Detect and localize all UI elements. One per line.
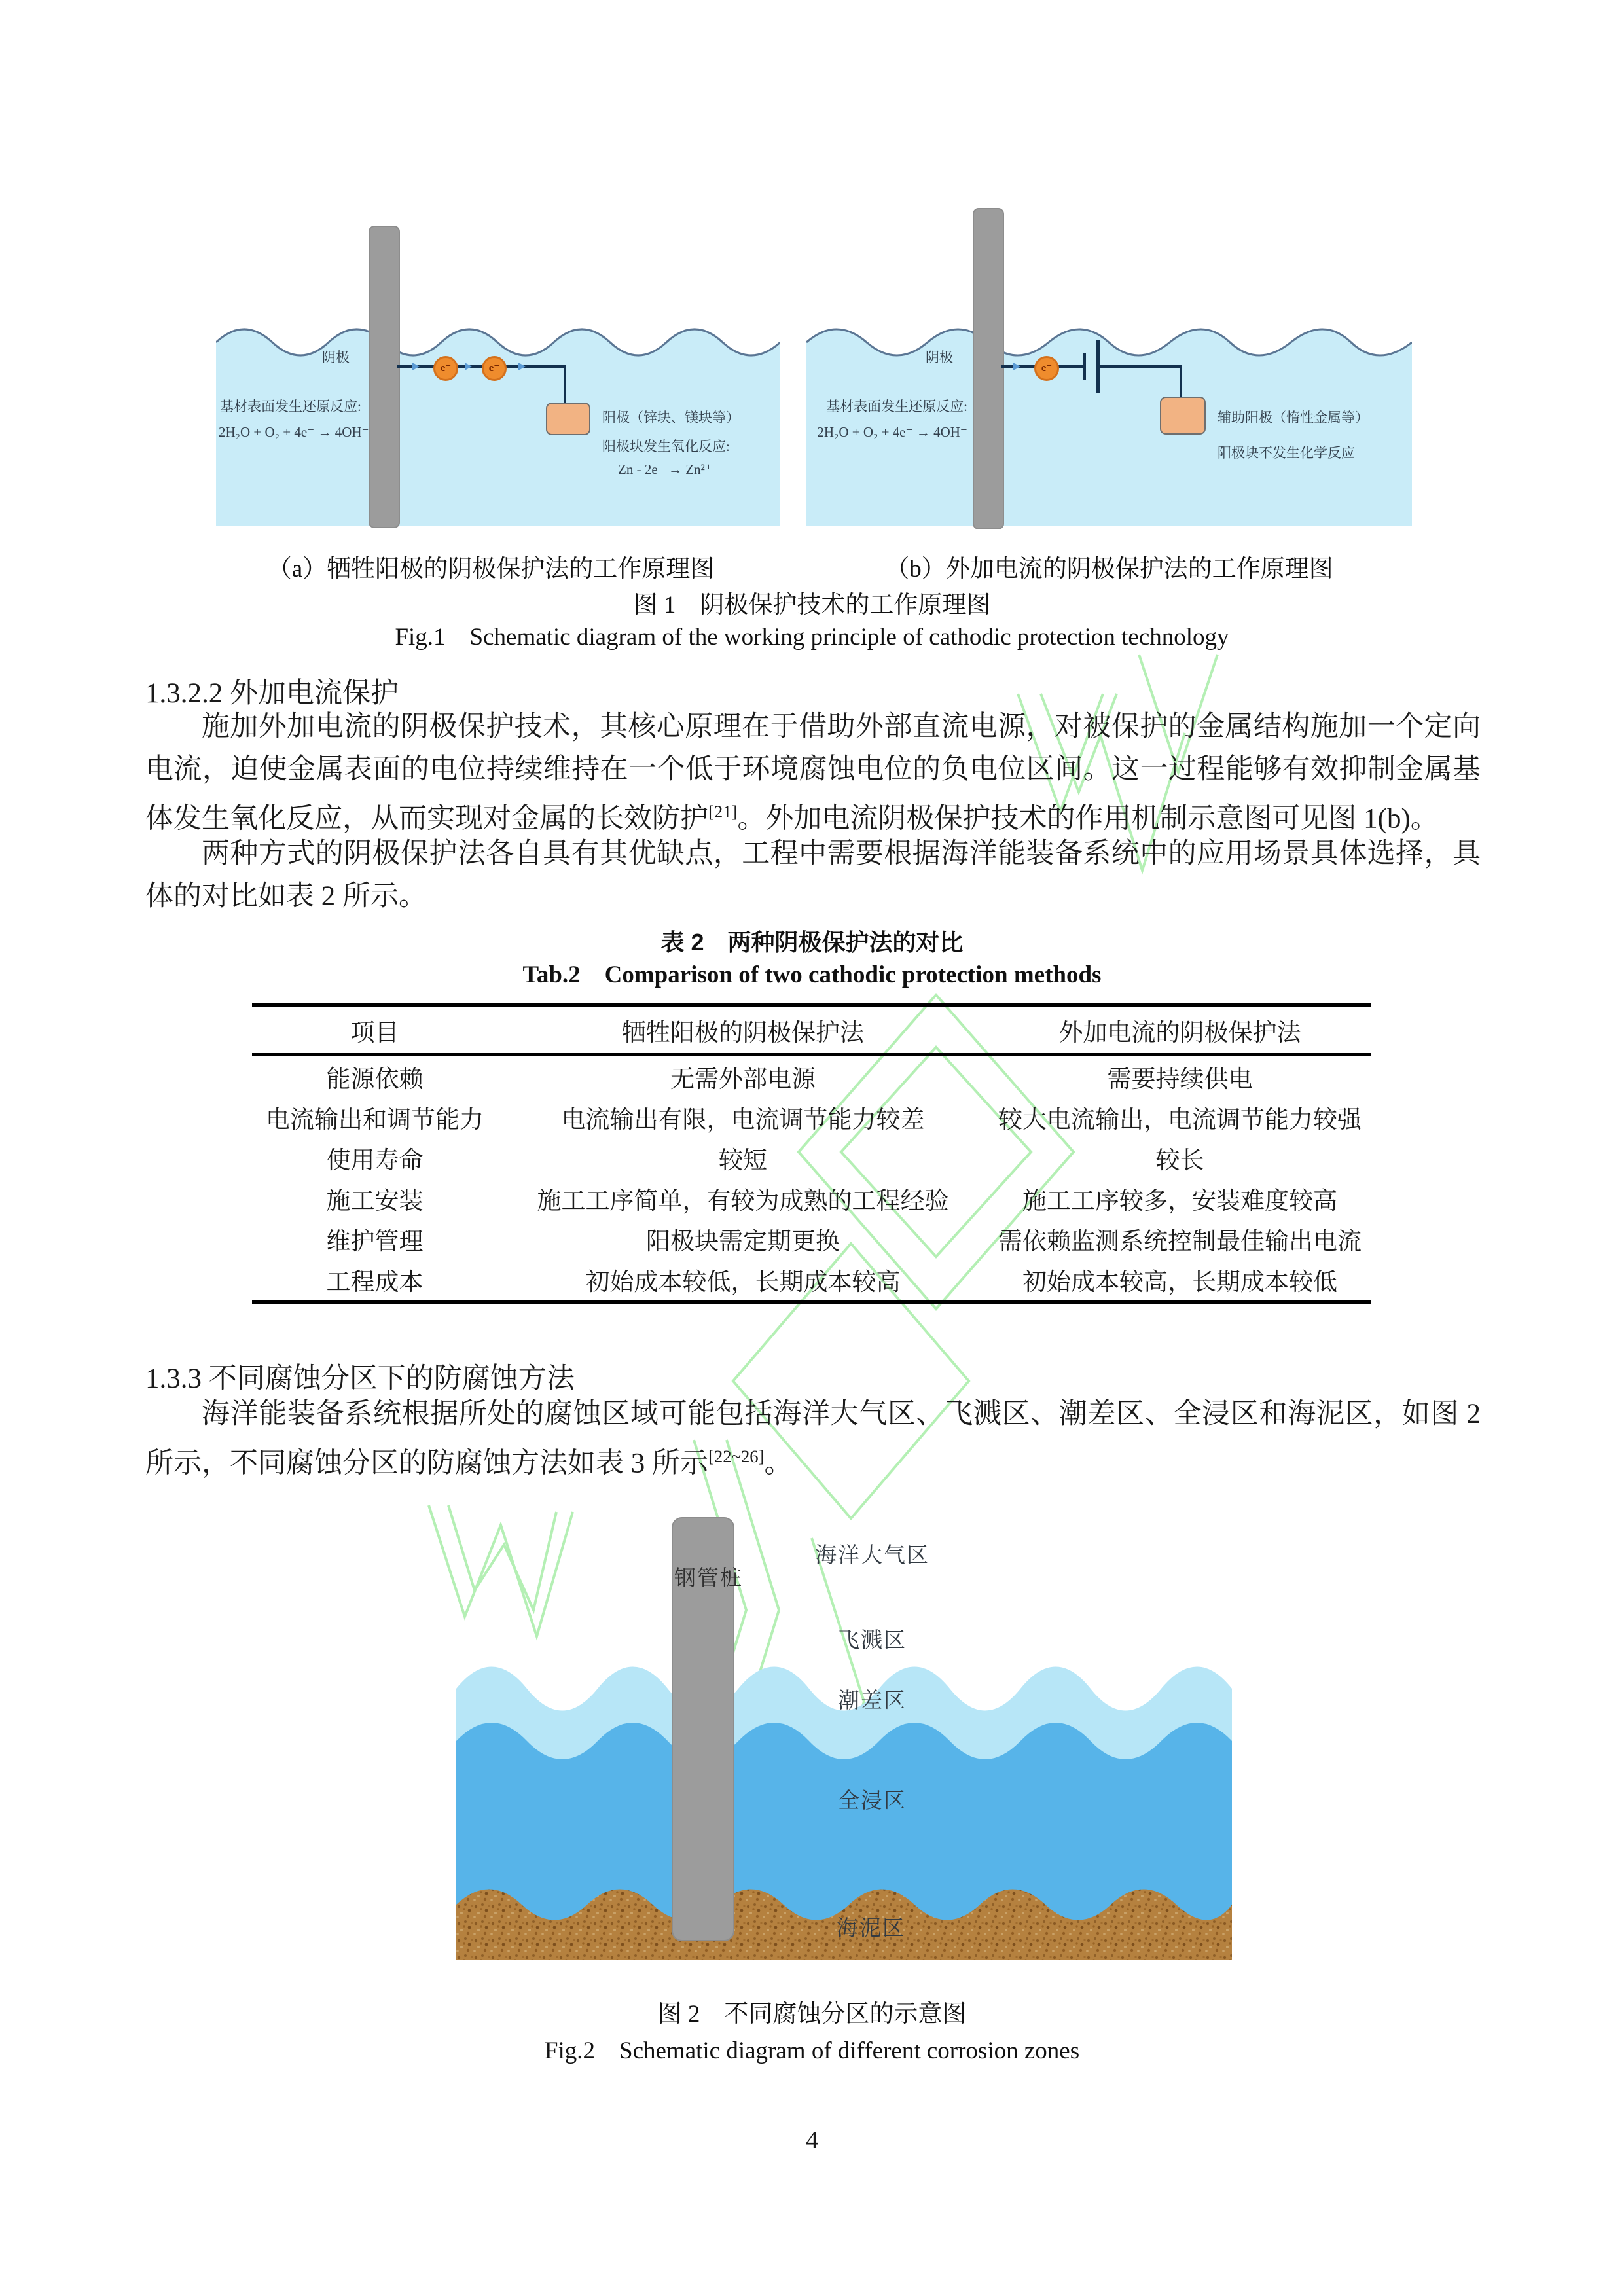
table-header-row [252, 1005, 1371, 1055]
fig1a-reaction-formula: 2H₂O + O₂ + 4e⁻ → 4OH⁻ [219, 424, 369, 440]
table-cell: 施工工序简单，有较为成熟的工程经验 [537, 1188, 949, 1215]
fig2-caption-zh: 图 2 不同腐蚀分区的示意图 [657, 2001, 967, 2028]
table-cell: 初始成本较低，长期成本较高 [585, 1269, 901, 1296]
fig1b-anode-block [1160, 397, 1206, 435]
fig1a-reaction-title: 基材表面发生还原反应: [220, 399, 361, 414]
fig1a-wire-vertical [564, 365, 566, 403]
table-row [252, 1178, 1371, 1219]
table-cell: 初始成本较高，长期成本较低 [1022, 1269, 1337, 1296]
fig1a-anode-reaction-formula: Zn - 2e⁻ → Zn²⁺ [618, 461, 712, 477]
fig2-zone-label-tidal: 潮差区 [838, 1689, 907, 1713]
fig1b-electron-icon: e⁻ [1034, 356, 1059, 381]
table-row [252, 1138, 1371, 1178]
fig1a-electron-icon: e⁻ [433, 356, 458, 381]
fig1b-wire-vertical [1180, 365, 1182, 397]
fig1a-anode-reaction-title: 阳极块发生氧化反应: [602, 439, 730, 454]
fig1b-cathode-label: 阴极 [926, 350, 953, 365]
table-cell: 施工安装 [326, 1188, 424, 1215]
paragraph-impressed-current [145, 706, 1481, 840]
fig1a-caption: （a）牺牲阳极的阴极保护法的工作原理图 [267, 556, 715, 583]
table-cell: 电流输出有限，电流调节能力较差 [561, 1107, 925, 1134]
section-heading-133: 1.3.3 不同腐蚀分区下的防腐蚀方法 [145, 1363, 575, 1394]
fig1b-current-arrow [1013, 363, 1020, 370]
page-number: 4 [806, 2126, 818, 2154]
citation-ref-21: [21] [708, 802, 738, 821]
fig1b-pile [973, 208, 1004, 529]
fig1a-anode-block [546, 403, 590, 435]
fig1a-current-arrow [412, 363, 420, 370]
table-row [252, 1219, 1371, 1259]
table-cell: 施工工序较多，安装难度较高 [1022, 1188, 1337, 1215]
fig1a-current-arrow [518, 363, 526, 370]
fig1-caption-en: Fig.1 Schematic diagram of the working principle of cathodic protection technology [395, 624, 1229, 651]
fig1a-cathode-label: 阴极 [322, 350, 350, 365]
table-cell: 需依赖监测系统控制最佳输出电流 [998, 1229, 1362, 1255]
fig1a-anode-label: 阳极（锌块、镁块等） [602, 410, 740, 425]
table-header-cell: 牺牲阳极的阴极保护法 [497, 1005, 988, 1055]
fig2-caption-en: Fig.2 Schematic diagram of different corrosion zones [544, 2037, 1080, 2064]
paragraph-text: 。 [764, 1448, 793, 1479]
table-cell: 阳极块需定期更换 [646, 1229, 840, 1255]
table-header-cell: 外加电流的阴极保护法 [988, 1005, 1371, 1055]
table-cell: 较长 [1155, 1147, 1204, 1174]
table-cell: 需要持续供电 [1107, 1066, 1253, 1093]
section-heading-1322: 1.3.2.2 外加电流保护 [145, 678, 399, 709]
fig1b-reaction-formula: 2H₂O + O₂ + 4e⁻ → 4OH⁻ [817, 424, 967, 440]
paragraph-corrosion-zones [145, 1393, 1481, 1484]
comparison-table [252, 1003, 1371, 1304]
table2-title-zh: 表 2 两种阴极保护法的对比 [660, 929, 964, 956]
paragraph-text: 海洋能装备系统根据所处的腐蚀区域可能包括海洋大气区、飞溅区、潮差区、全浸区和海泥区，如图 2 所示，不同腐蚀分区的防腐蚀方法如表 3 所示 [145, 1399, 1481, 1479]
fig2-zone-label-mud: 海泥区 [837, 1917, 905, 1941]
paragraph-text: 。外加电流阴极保护技术的作用机制示意图可见图 1(b)。 [737, 803, 1439, 834]
fig1a-current-arrow [465, 363, 472, 370]
fig2-zone-label-atmosphere: 海洋大气区 [815, 1544, 929, 1568]
paragraph-text: 施加外加电流的阴极保护技术，其核心原理在于借助外部直流电源，对被保护的金属结构施加一个定向电流，迫使金属表面的电位持续维持在一个低于环境腐蚀电位的负电位区间。这一过程能够有效抑制金属基体发生氧化反应，从而实现对金属的长效防护 [145, 711, 1481, 834]
fig1a-electron-icon: e⁻ [482, 356, 507, 381]
table-header-cell: 项目 [252, 1005, 497, 1055]
table-cell: 使用寿命 [326, 1147, 424, 1174]
table-row [252, 1055, 1371, 1098]
fig1b-battery-plate-short [1083, 353, 1086, 380]
fig1b-reaction-title: 基材表面发生还原反应: [826, 399, 967, 414]
fig1b-caption: （b）外加电流的阴极保护法的工作原理图 [885, 556, 1333, 583]
table-cell: 较短 [719, 1147, 767, 1174]
table2-title-en: Tab.2 Comparison of two cathodic protection methods [522, 961, 1102, 988]
fig1b-wire-horizontal-right [1100, 365, 1182, 368]
table-cell: 无需外部电源 [670, 1066, 816, 1093]
table-row [252, 1259, 1371, 1302]
citation-ref-22-26: [22~26] [708, 1446, 765, 1466]
paragraph-comparison-intro: 两种方式的阴极保护法各自具有其优缺点，工程中需要根据海洋能装备系统中的应用场景具体选择，具体的对比如表 2 所示。 [145, 838, 1481, 912]
fig1a-pile [369, 226, 400, 528]
fig2-pile-label: 钢管桩 [674, 1567, 743, 1590]
fig2-zone-label-immersion: 全浸区 [838, 1789, 907, 1813]
table-cell: 较大电流输出，电流调节能力较强 [998, 1107, 1362, 1134]
fig2-zone-label-splash: 飞溅区 [838, 1629, 907, 1653]
table-cell: 工程成本 [326, 1269, 424, 1296]
table-cell: 能源依赖 [326, 1066, 424, 1093]
table-cell: 电流输出和调节能力 [266, 1107, 484, 1134]
fig1b-anode-note: 阳极块不发生化学反应 [1218, 445, 1355, 461]
fig1-caption-zh: 图 1 阴极保护技术的工作原理图 [633, 592, 991, 619]
table-row [252, 1097, 1371, 1138]
table-cell: 维护管理 [326, 1229, 424, 1255]
fig1b-anode-label: 辅助阳极（惰性金属等） [1218, 410, 1369, 425]
